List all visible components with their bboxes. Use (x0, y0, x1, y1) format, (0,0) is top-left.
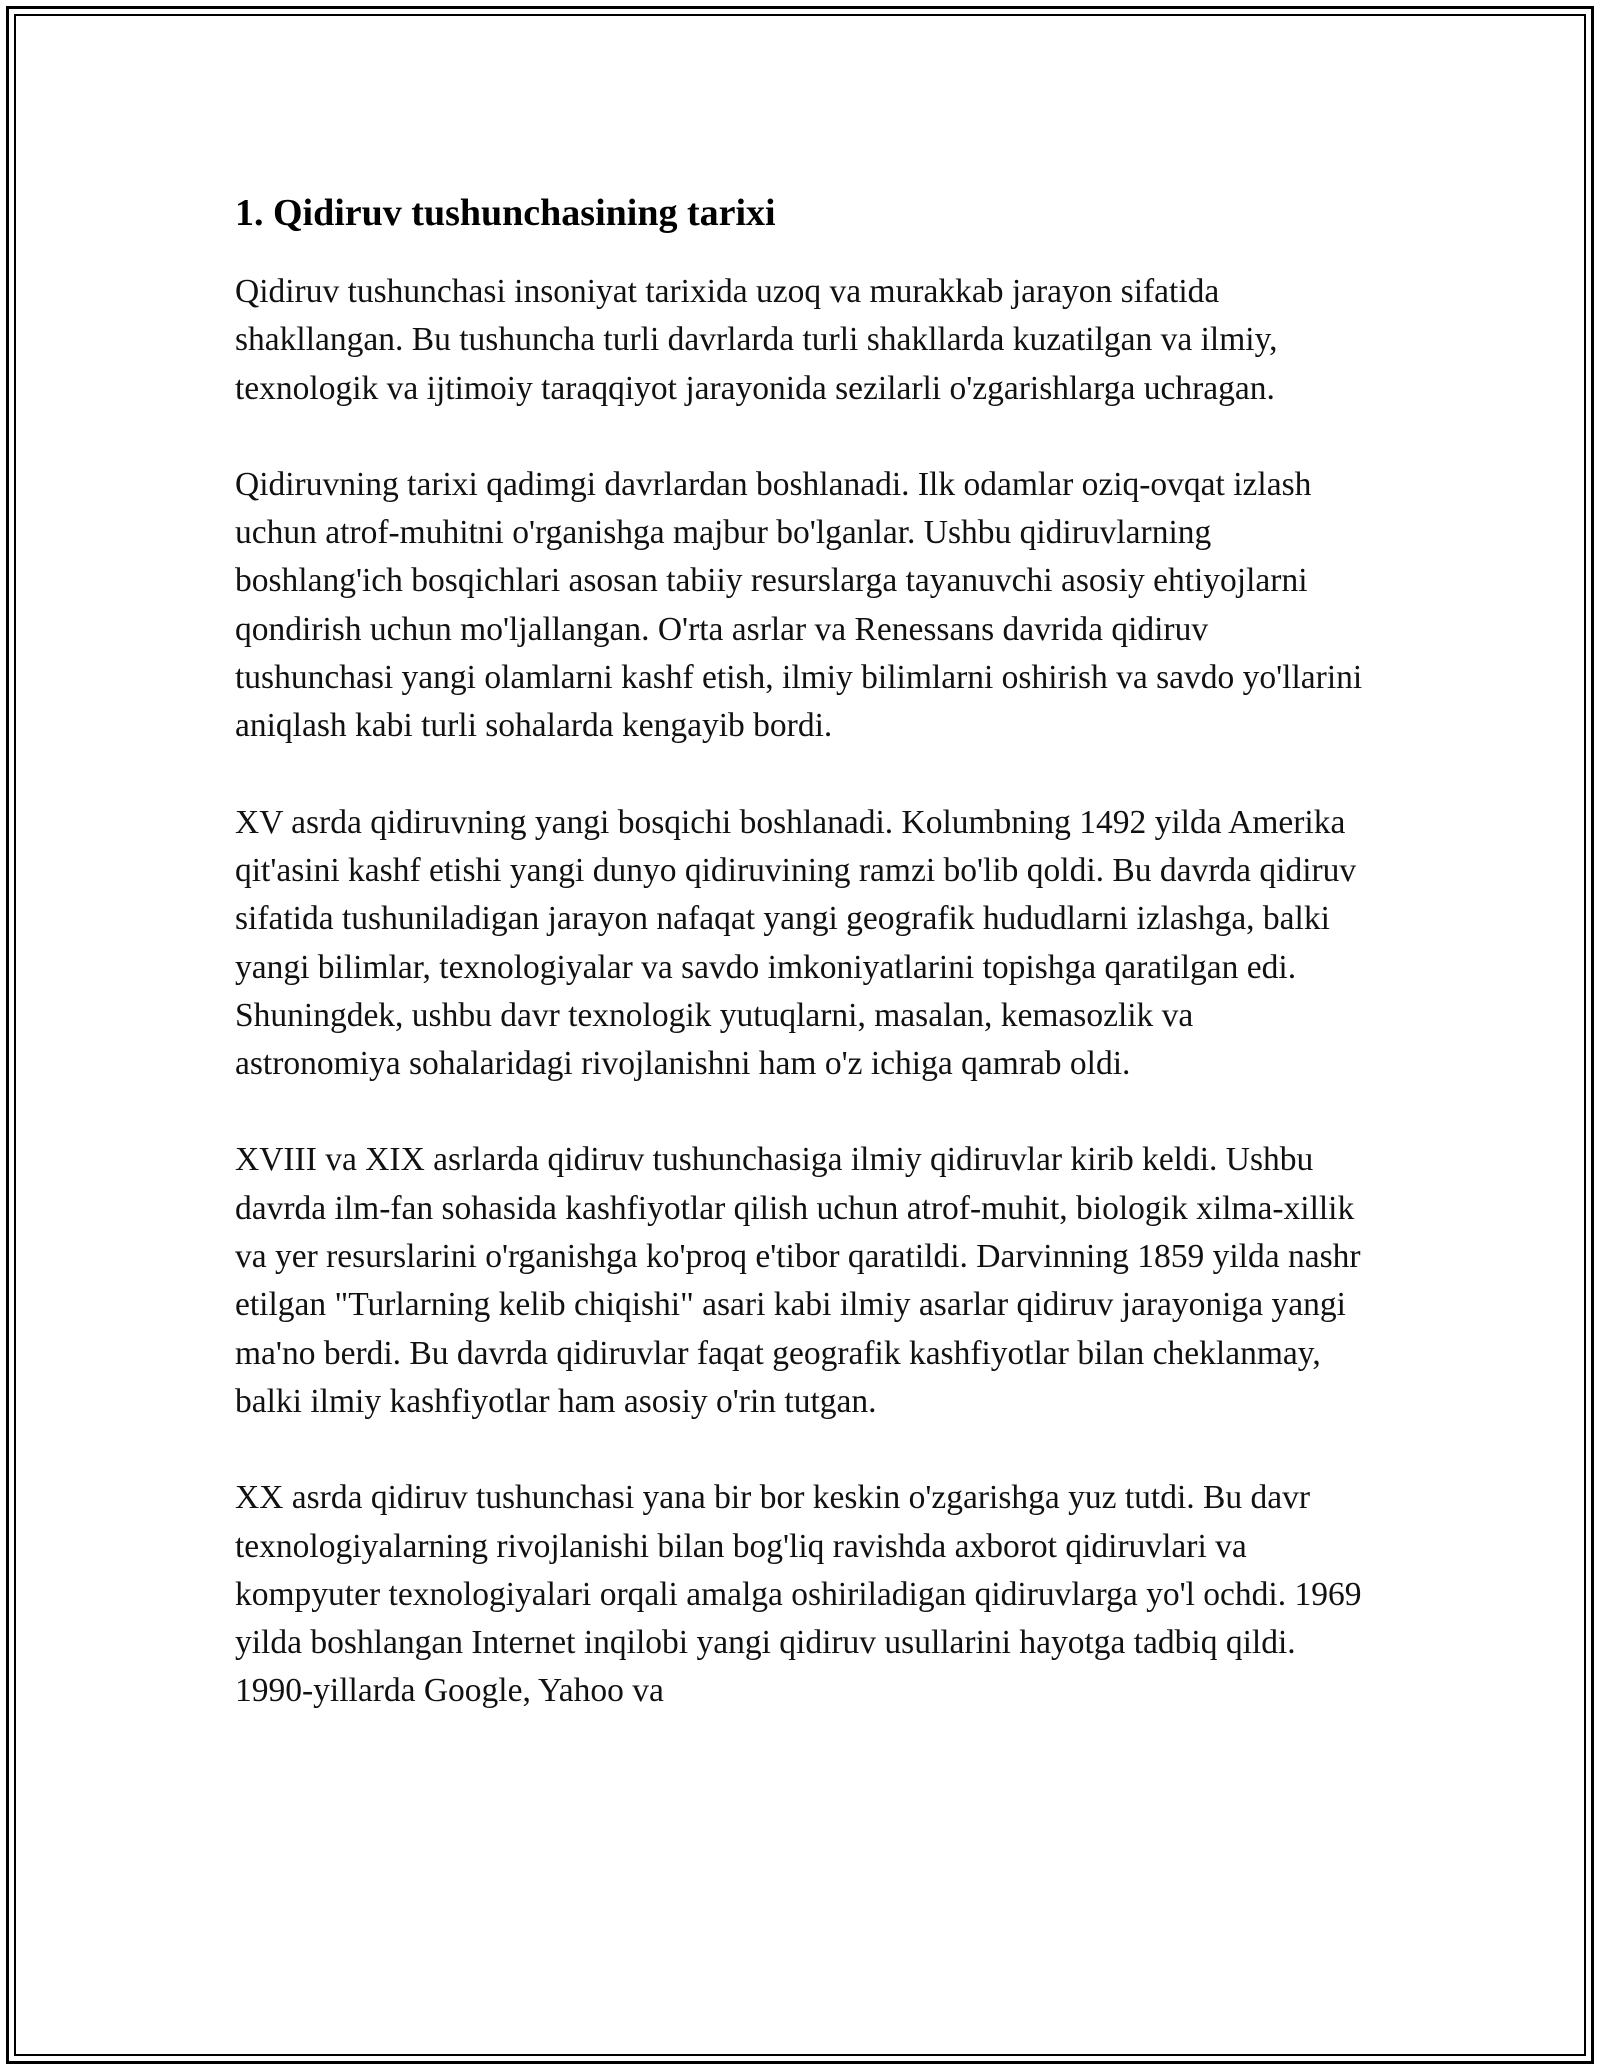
paragraph-intro: Qidiruv tushunchasi insoniyat tarixida uzoq va murakkab jarayon sifatida shakllangan. Bu tushuncha turli davrlarda turli shakllarda kuzatilgan va ilmiy, texnologik va ijtimoiy taraqqiyot jarayonida sezilarli o'zgarishlarga uchragan. (235, 273, 1278, 407)
document-body (235, 188, 1365, 1764)
section-heading: 1. Qidiruv tushunchasining tarixi (235, 192, 776, 234)
paragraph-ancient-history: Qidiruvning tarixi qadimgi davrlardan boshlanadi. Ilk odamlar oziq-ovqat izlash uchun atrof-muhitni o'rganishga majbur bo'lganlar. Ushbu qidiruvlarning boshlang'ich bosqichlari asosan tabiiy resurslarga tayanuvchi asosiy ehtiyojlarni qondirish uchun mo'ljallangan. O'rta asrlar va Renessans davrida qidiruv tushunchasi yangi olamlarni kashf etish, ilmiy bilimlarni oshirish va savdo yo'llarini aniqlash kabi turli sohalarda kengayib bordi. (235, 465, 1363, 745)
paragraph-18th-19th-century: XVIII va XIX asrlarda qidiruv tushunchasiga ilmiy qidiruvlar kirib keldi. Ushbu davrda ilm-fan sohasida kashfiyotlar qilish uchun atrof-muhit, biologik xilma-xillik va yer resurslarini o'rganishga ko'proq e'tibor qaratildi. Darvinning 1859 yilda nashr etilgan "Turlarning kelib chiqishi" asari kabi ilmiy asarlar qidiruv jarayoniga yangi ma'no berdi. Bu davrda qidiruvlar faqat geografik kashfiyotlar bilan cheklanmay, balki ilmiy kashfiyotlar ham asosiy o'rin tutgan. (235, 1141, 1361, 1420)
paragraph-15th-century: XV asrda qidiruvning yangi bosqichi boshlanadi. Kolumbning 1492 yilda Amerika qit'asini kashf etishi yangi dunyo qidiruvining ramzi bo'lib qoldi. Bu davrda qidiruv sifatida tushuniladigan jarayon nafaqat yangi geografik hududlarni izlashga, balki yangi bilimlar, texnologiyalar va savdo imkoniyatlarini topishga qaratilgan edi. Shuningdek, ushbu davr texnologik yutuqlarni, masalan, kemasozlik va astronomiya sohalaridagi rivojlanishni ham o'z ichiga qamrab oldi. (235, 803, 1357, 1083)
paragraph-20th-century: XX asrda qidiruv tushunchasi yana bir bor keskin o'zgarishga yuz tutdi. Bu davr texnologiyalarning rivojlanishi bilan bog'liq ravishda axborot qidiruvlari va kompyuter texnologiyalari orqali amalga oshiriladigan qidiruvlarga yo'l ochdi. 1969 yilda boshlangan Internet inqilobi yangi qidiruv usullarini hayotga tadbiq qildi. 1990-yillarda Google, Yahoo va (235, 1479, 1362, 1710)
